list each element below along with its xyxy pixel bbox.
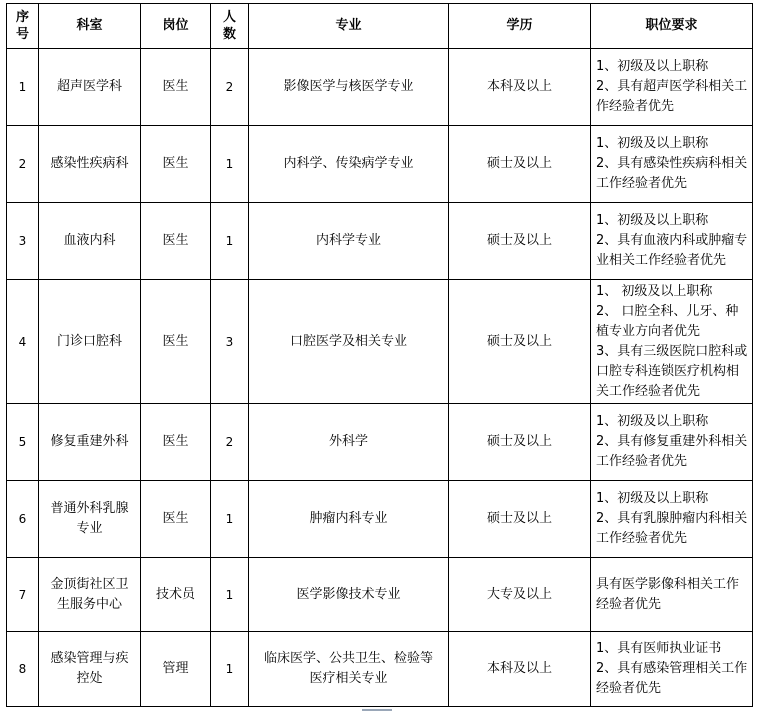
cell-req: 1、初级及以上职称 2、具有修复重建外科相关工作经验者优先 [591,404,753,481]
cell-no: 7 [7,558,39,632]
cell-major: 外科学 [249,404,449,481]
cell-post: 管理 [141,632,211,707]
cell-no: 5 [7,404,39,481]
cell-edu: 硕士及以上 [449,481,591,558]
cell-dept: 金顶街社区卫 生服务中心 [39,558,141,632]
cell-edu: 大专及以上 [449,558,591,632]
cell-major: 医学影像技术专业 [249,558,449,632]
header-edu: 学历 [449,4,591,49]
cell-post: 医生 [141,49,211,126]
cell-no: 8 [7,632,39,707]
cell-post: 医生 [141,481,211,558]
cell-req: 1、初级及以上职称 2、具有乳腺肿瘤内科相关工作经验者优先 [591,481,753,558]
cell-major: 影像医学与核医学专业 [249,49,449,126]
cell-post: 医生 [141,203,211,280]
cell-edu: 硕士及以上 [449,203,591,280]
header-dept: 科室 [39,4,141,49]
table-row [7,126,753,203]
cell-edu: 硕士及以上 [449,126,591,203]
table-row [7,632,753,707]
cell-dept: 门诊口腔科 [39,280,141,404]
cell-req: 1、初级及以上职称 2、具有血液内科或肿瘤专业相关工作经验者优先 [591,203,753,280]
header-count: 人 数 [211,4,249,49]
cell-major: 临床医学、公共卫生、检验等 医疗相关专业 [249,632,449,707]
cell-count: 1 [211,481,249,558]
header-no: 序 号 [7,4,39,49]
cell-no: 3 [7,203,39,280]
cell-post: 医生 [141,126,211,203]
table-row [7,404,753,481]
cell-dept: 感染管理与疾 控处 [39,632,141,707]
cell-no: 6 [7,481,39,558]
cell-count: 1 [211,126,249,203]
cell-count: 2 [211,49,249,126]
cell-req: 1、初级及以上职称 2、具有超声医学科相关工作经验者优先 [591,49,753,126]
cell-req: 具有医学影像科相关工作经验者优先 [591,558,753,632]
cell-count: 3 [211,280,249,404]
table-row [7,481,753,558]
cell-edu: 硕士及以上 [449,404,591,481]
scroll-indicator [362,709,392,711]
cell-no: 1 [7,49,39,126]
cell-major: 内科学、传染病学专业 [249,126,449,203]
cell-dept: 感染性疾病科 [39,126,141,203]
recruitment-table [6,3,753,707]
header-row [7,4,753,49]
table-row [7,203,753,280]
cell-dept: 血液内科 [39,203,141,280]
table-row [7,49,753,126]
header-major: 专业 [249,4,449,49]
cell-post: 医生 [141,404,211,481]
cell-no: 4 [7,280,39,404]
table-row [7,558,753,632]
cell-dept: 普通外科乳腺 专业 [39,481,141,558]
header-post: 岗位 [141,4,211,49]
cell-post: 医生 [141,280,211,404]
cell-req: 1、 初级及以上职称 2、 口腔全科、儿牙、种植专业方向者优先 3、具有三级医院口腔科或口腔专科连锁医疗机构相关工作经验者优先 [591,280,753,404]
cell-count: 1 [211,632,249,707]
cell-no: 2 [7,126,39,203]
cell-edu: 本科及以上 [449,632,591,707]
cell-count: 1 [211,558,249,632]
cell-count: 2 [211,404,249,481]
cell-dept: 超声医学科 [39,49,141,126]
cell-edu: 硕士及以上 [449,280,591,404]
cell-post: 技术员 [141,558,211,632]
cell-count: 1 [211,203,249,280]
header-req: 职位要求 [591,4,753,49]
cell-edu: 本科及以上 [449,49,591,126]
cell-req: 1、初级及以上职称 2、具有感染性疾病科相关工作经验者优先 [591,126,753,203]
cell-dept: 修复重建外科 [39,404,141,481]
cell-major: 内科学专业 [249,203,449,280]
cell-req: 1、具有医师执业证书 2、具有感染管理相关工作经验者优先 [591,632,753,707]
cell-major: 肿瘤内科专业 [249,481,449,558]
table-row [7,280,753,404]
cell-major: 口腔医学及相关专业 [249,280,449,404]
